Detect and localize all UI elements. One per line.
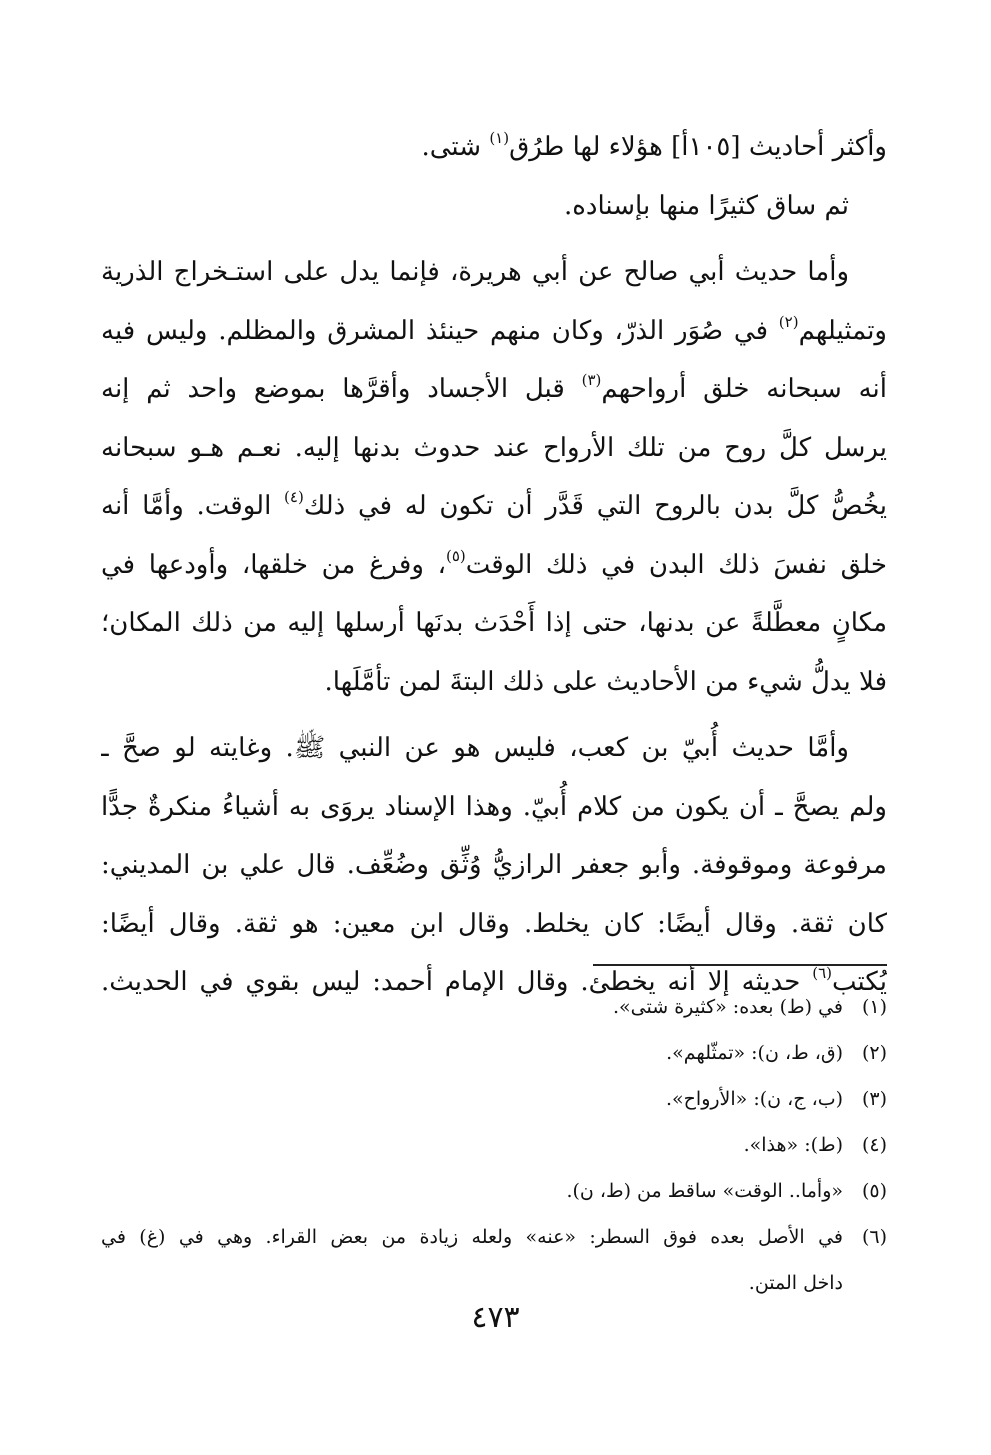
text-line: وأكثر أحاديث [١٠٥أ] هؤلاء لها طرُق$^{(١)}$ شتى.	[421, 129, 887, 162]
text-line: وأما حديث أبي صالح عن أبي هريرة، فإنما يدل على استـخراج الذرية	[101, 257, 849, 287]
footnote-number: (٤)	[861, 1134, 887, 1156]
footnotes	[101, 984, 887, 1306]
text-line: أنه سبحانه خلق أرواحهم$^{(٣)}$ قبل الأجساد وأقرَّها بموضع واحد ثم إنه	[101, 371, 887, 404]
footnote-text: في (ط) بعده: «كثيرة شتى».	[613, 996, 843, 1018]
footnote-number: (٦)	[861, 1226, 887, 1248]
text-line: يخُصُّ كلَّ بدن بالروح التي قَدَّر أن تكون له في ذلك$^{(٤)}$ الوقت. وأمَّا أنه	[101, 488, 887, 521]
footnote	[101, 1168, 887, 1214]
text-line: وتمثيلهم$^{(٢)}$ في صُوَر الذرّ، وكان منهم حينئذ المشرق والمظلم. وليس فيه	[101, 312, 887, 346]
footnote-marker: (٥)	[445, 546, 466, 565]
footnote-marker: (٦)	[812, 964, 833, 982]
footnote-text: (ب، ج، ن): «الأرواح».	[665, 1088, 843, 1110]
text-line: ولم يصحَّ ـ أن يكون من كلام أُبيّ. وهذا الإسناد يروَى به أشياءُ منكرةٌ جدًّا	[101, 791, 887, 822]
footnote-marker: (٢)	[778, 312, 799, 331]
footnote	[101, 1030, 887, 1076]
footnote-text: «وأما.. الوقت» ساقط من (ط، ن).	[566, 1180, 843, 1202]
footnote-continuation: داخل المتن.	[748, 1272, 843, 1294]
footnote-marker: (١)	[489, 129, 510, 147]
footnote-number: (٣)	[861, 1088, 887, 1110]
text-line: يرسل كلَّ روح من تلك الأرواح عند حدوث بدنها إليه. نعـم هـو سبحانه	[101, 432, 887, 463]
footnote-marker: (٤)	[284, 488, 304, 506]
text-line: مكانٍ معطَّلةً عن بدنها، حتى إذا أَحْدَث بدنَها أرسلها إليه من ذلك المكان؛	[101, 608, 887, 638]
text-line: ثم ساق كثيرًا منها بإسناده.	[564, 190, 849, 221]
text-line: كان ثقة. وقال أيضًا: كان يخلط. وقال ابن معين: هو ثقة. وقال أيضًا:	[101, 908, 887, 939]
footnote-text: في الأصل بعده فوق السطر: «عنه» ولعله زيادة من بعض القراء. وهي في (غ) في	[101, 1226, 843, 1248]
text-line: مرفوعة وموقوفة. وأبو جعفر الرازيُّ وُثِّق وضُعِّف. قال علي بن المديني:	[101, 850, 887, 880]
paragraph-gap	[101, 235, 887, 243]
footnote	[101, 1122, 887, 1168]
footnote-text: (ق، ط، ن): «تمثّلهم».	[666, 1042, 843, 1064]
footnote	[101, 1214, 887, 1260]
footnote	[101, 1076, 887, 1122]
footnote-text: (ط): «هذا».	[743, 1134, 843, 1156]
footnote-number: (٥)	[861, 1180, 887, 1202]
footnote-number: (٢)	[861, 1042, 887, 1064]
footnote-separator	[593, 964, 887, 966]
text-line: خلق نفسَ ذلك البدن في ذلك الوقت$^{(٥)}$، وفرغ من خلقها، وأودعها في	[101, 546, 887, 580]
text-line: وأمَّا حديث أُبيّ بن كعب، فليس هو عن النبي ﷺ. وغايته لو صحَّ ـ	[101, 733, 849, 763]
text-line: فلا يدلُّ شيء من الأحاديث على ذلك البتةَ لمن تأمَّلَها.	[324, 666, 887, 697]
paragraph-gap	[101, 711, 887, 719]
text-line: يُكتب$^{(٦)}$ حديثه إلا أنه يخطئ. وقال الإمام أحمد: ليس بقوي في الحديث.	[101, 964, 887, 997]
page-number: ٤٧٣	[471, 1300, 520, 1335]
footnote-number: (١)	[861, 996, 887, 1018]
main-text	[101, 118, 887, 1012]
footnote-marker: (٣)	[581, 371, 602, 389]
footnote	[101, 984, 887, 1030]
